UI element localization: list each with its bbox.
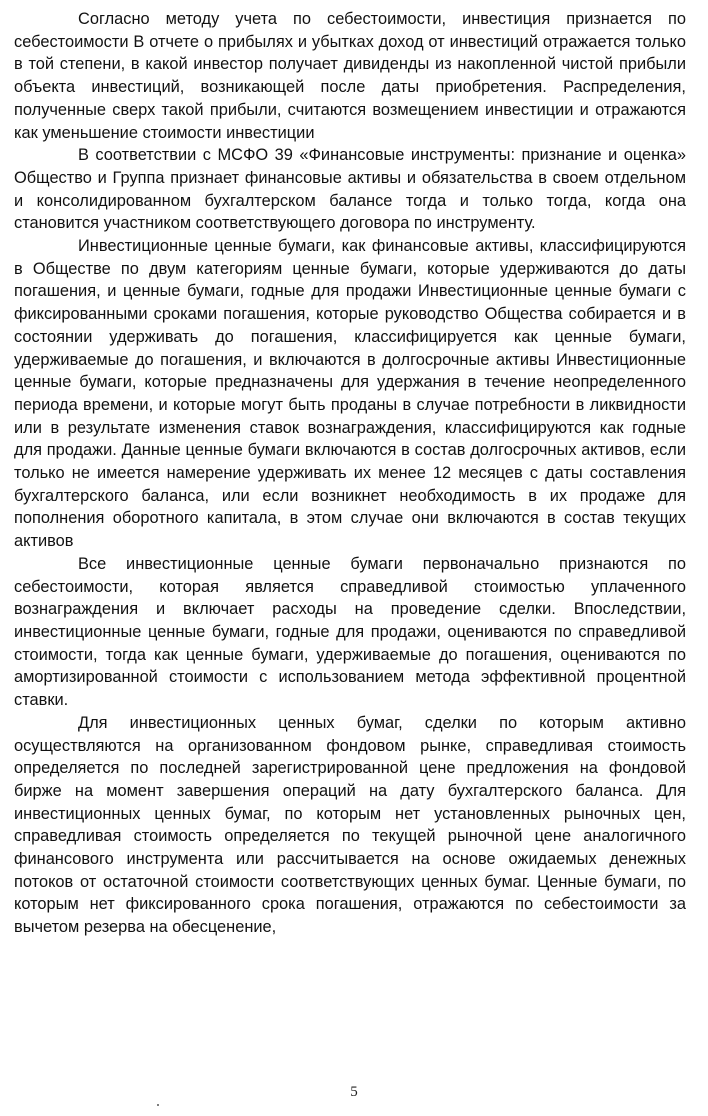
document-body — [14, 8, 686, 939]
paragraph-investment-classification: Инвестиционные ценные бумаги, как финансовые активы, классифицируются в Обществе по двум категориям ценные бумаги, которые удерживаются до даты погашения, и ценные бумаги, годные для продажи Инвестиционные ценные бумаги с фиксированными сроками погашения, которые руководство Общества собирается и в состоянии удерживать до погашения, классифицируется как ценные бумаги, удерживаемые до погашения, и включаются в долгосрочные активы Инвестиционные ценные бумаги, которые предназначены для удержания в течение неопределенного периода времени, и которые могут быть проданы в случае потребности в ликвидности или в результате изменения ставок вознаграждения, классифицируются как годные для продажи. Данные ценные бумаги включаются в состав долгосрочных активов, если только не имеется намерение удерживать их менее 12 месяцев с даты составления бухгалтерского баланса, или если возникнет необходимость в их продаже для пополнения оборотного капитала, в этом случае они включаются в состав текущих активов — [14, 237, 686, 551]
paragraph-cost-method: Согласно методу учета по себестоимости, инвестиция признается по себестоимости В отчете о прибылях и убытках доход от инвестиций отражается только в той степени, в какой инвестор получает дивиденды из накопленной чистой прибыли объекта инвестиций, возникающей после даты приобретения. Распределения, полученные сверх такой прибыли, считаются возмещением инвестиции и отражаются как уменьшение стоимости инвестиции — [14, 10, 686, 142]
paragraph-ifrs-39: В соответствии с МСФО 39 «Финансовые инструменты: признание и оценка» Общество и Группа признает финансовые активы и обязательства в своем отдельном и консолидированном бухгалтерском балансе тогда и только тогда, когда она становится участником соответствующего договора по инструменту. — [14, 146, 686, 233]
paragraph-fair-value: Для инвестиционных ценных бумаг, сделки по которым активно осуществляются на организованном фондовом рынке, справедливая стоимость определяется по последней зарегистрированной цене предложения на фондовой бирже на момент завершения операций на дату бухгалтерского баланса. Для инвестиционных ценных бумаг, по которым нет установленных рыночных цен, справедливая стоимость определяется по текущей рыночной цене аналогичного финансового инструмента или рассчитывается на основе ожидаемых денежных потоков от остаточной стоимости соответствующих ценных бумаг. Ценные бумаги, по которым нет фиксированного срока погашения, отражаются по себестоимости за вычетом резерва на обесценение, — [14, 713, 686, 937]
paragraph-initial-recognition: Все инвестиционные ценные бумаги первоначально признаются по себестоимости, которая является справедливой стоимостью уплаченного вознаграждения и включает расходы на проведение сделки. Впоследствии, инвестиционные ценные бумаги, годные для продажи, оцениваются по справедливой стоимости, тогда как ценные бумаги, удерживаемые до погашения, оцениваются по амортизированной стоимости с использованием метода эффективной процентной ставки. — [14, 554, 686, 710]
page-number: 5 — [350, 1084, 358, 1100]
scan-speck — [157, 1104, 159, 1106]
